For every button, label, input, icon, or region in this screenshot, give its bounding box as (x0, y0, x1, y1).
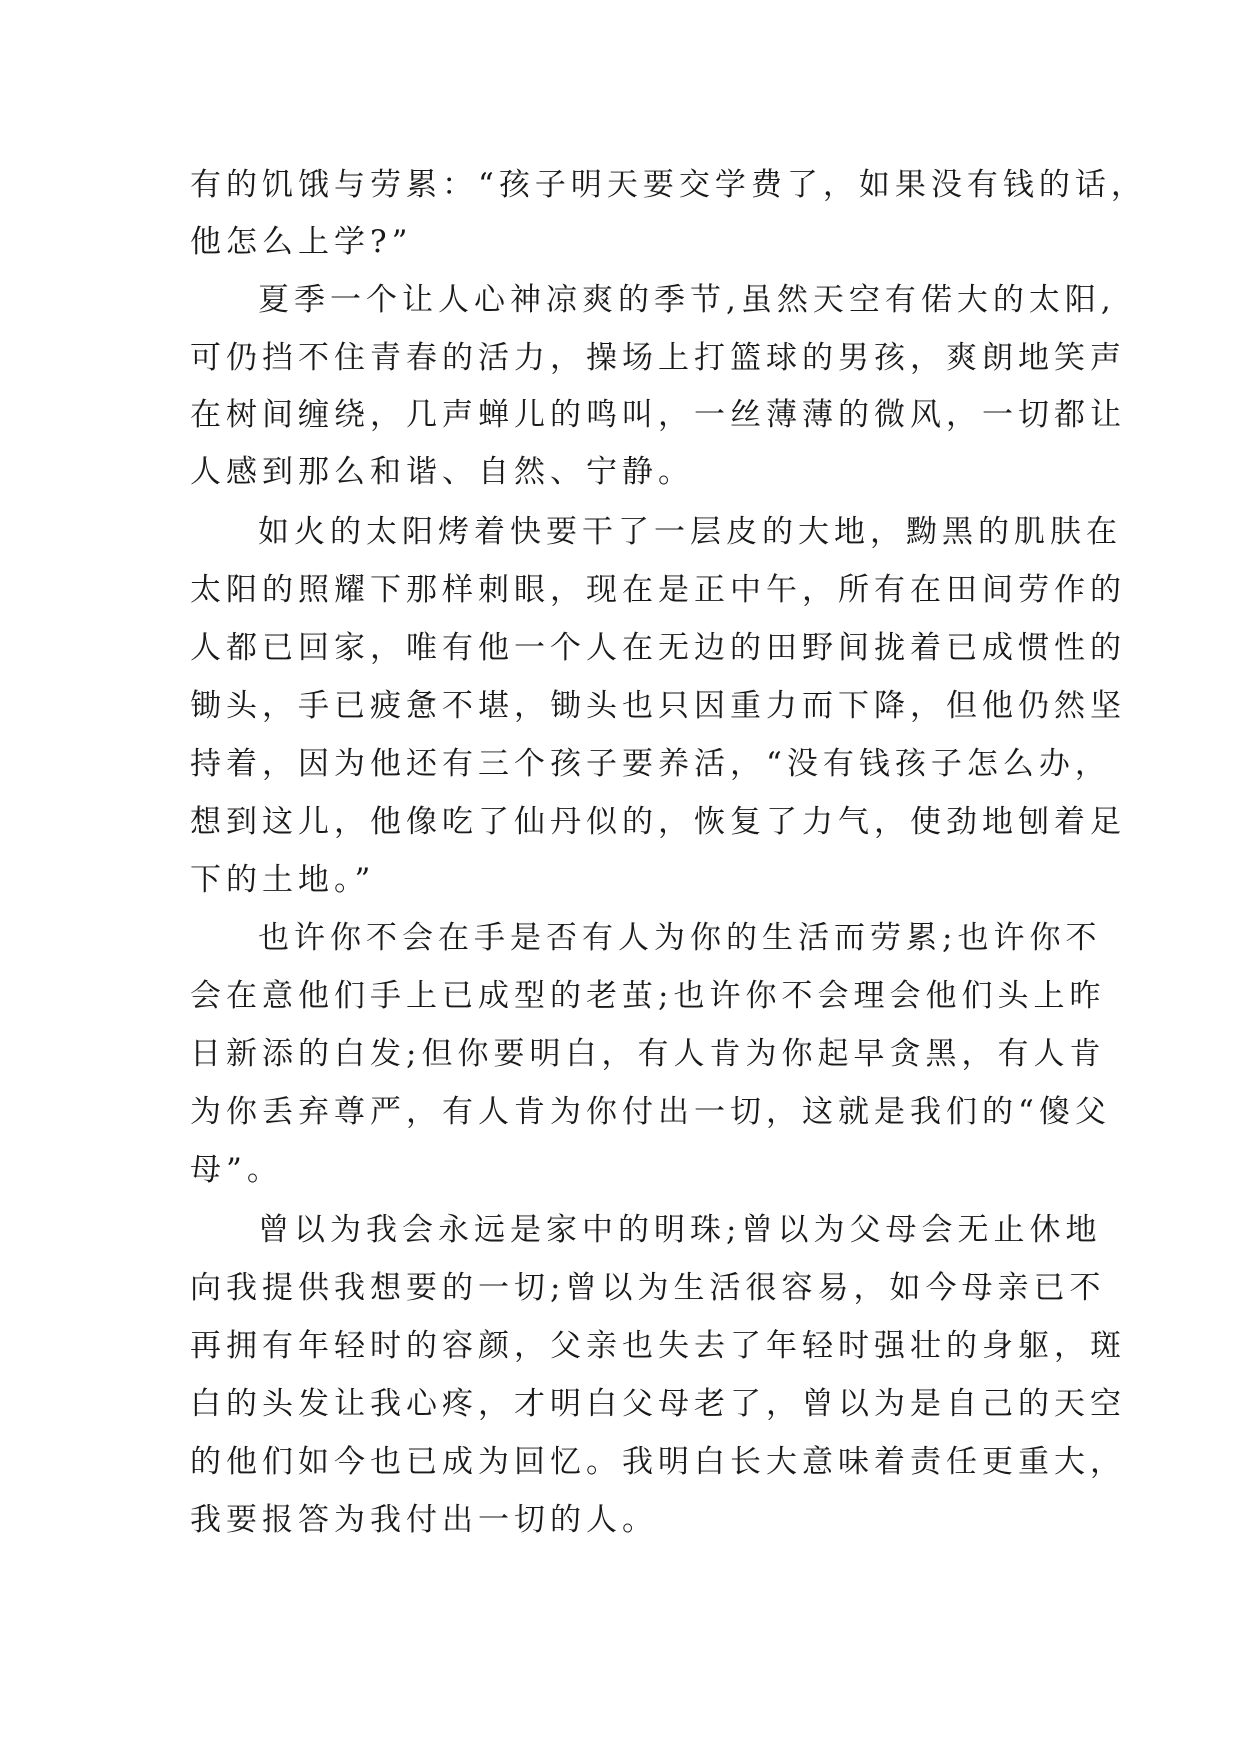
text-line: 向我提供我想要的一切;曾以为生活很容易，如今母亲已不 (190, 1270, 1106, 1306)
text-line: 再拥有年轻时的容颜，父亲也失去了年轻时强壮的身躯，斑 (190, 1328, 1126, 1364)
text-line: 会在意他们手上已成型的老茧;也许你不会理会他们头上昨 (190, 978, 1106, 1014)
text-line: 人都已回家，唯有他一个人在无边的田野间拢着已成惯性的 (190, 630, 1126, 666)
paragraph-start: 夏季一个让人心神凉爽的季节,虽然天空有偌大的太阳, (258, 282, 1116, 318)
text-line: 的他们如今也已成为回忆。我明白长大意味着责任更重大， (190, 1444, 1126, 1480)
text-line: 太阳的照耀下那样刺眼，现在是正中午，所有在田间劳作的 (190, 572, 1126, 608)
text-line: 持着，因为他还有三个孩子要养活，“没有钱孩子怎么办， (190, 746, 1111, 782)
text-line: 他怎么上学?” (190, 224, 413, 260)
text-line: 可仍挡不住青春的活力，操场上打篮球的男孩，爽朗地笑声 (190, 340, 1126, 376)
text-line: 白的头发让我心疼，才明白父母老了，曾以为是自己的天空 (190, 1386, 1126, 1422)
text-line: 下的土地。” (190, 862, 376, 898)
text-line: 在树间缠绕，几声蝉儿的鸣叫，一丝薄薄的微风，一切都让 (190, 397, 1126, 433)
text-line: 母”。 (190, 1152, 283, 1188)
paragraph-start: 也许你不会在手是否有人为你的生活而劳累;也许你不 (258, 920, 1102, 956)
text-line: 为你丢弃尊严，有人肯为你付出一切，这就是我们的“傻父 (190, 1094, 1111, 1130)
text-line: 锄头，手已疲惫不堪，锄头也只因重力而下降，但他仍然坚 (190, 688, 1126, 724)
text-line: 日新添的白发;但你要明白，有人肯为你起早贪黑，有人肯 (190, 1036, 1106, 1072)
text-line: 想到这儿，他像吃了仙丹似的，恢复了力气，使劲地刨着足 (190, 804, 1126, 840)
paragraph-start: 曾以为我会永远是家中的明珠;曾以为父母会无止休地 (258, 1212, 1102, 1248)
text-line: 有的饥饿与劳累：“孩子明天要交学费了，如果没有钱的话， (190, 167, 1147, 203)
paragraph-start: 如火的太阳烤着快要干了一层皮的大地，黝黑的肌肤在 (258, 514, 1122, 550)
text-line: 人感到那么和谐、自然、宁静。 (190, 454, 694, 490)
text-line: 我要报答为我付出一切的人。 (190, 1502, 658, 1538)
